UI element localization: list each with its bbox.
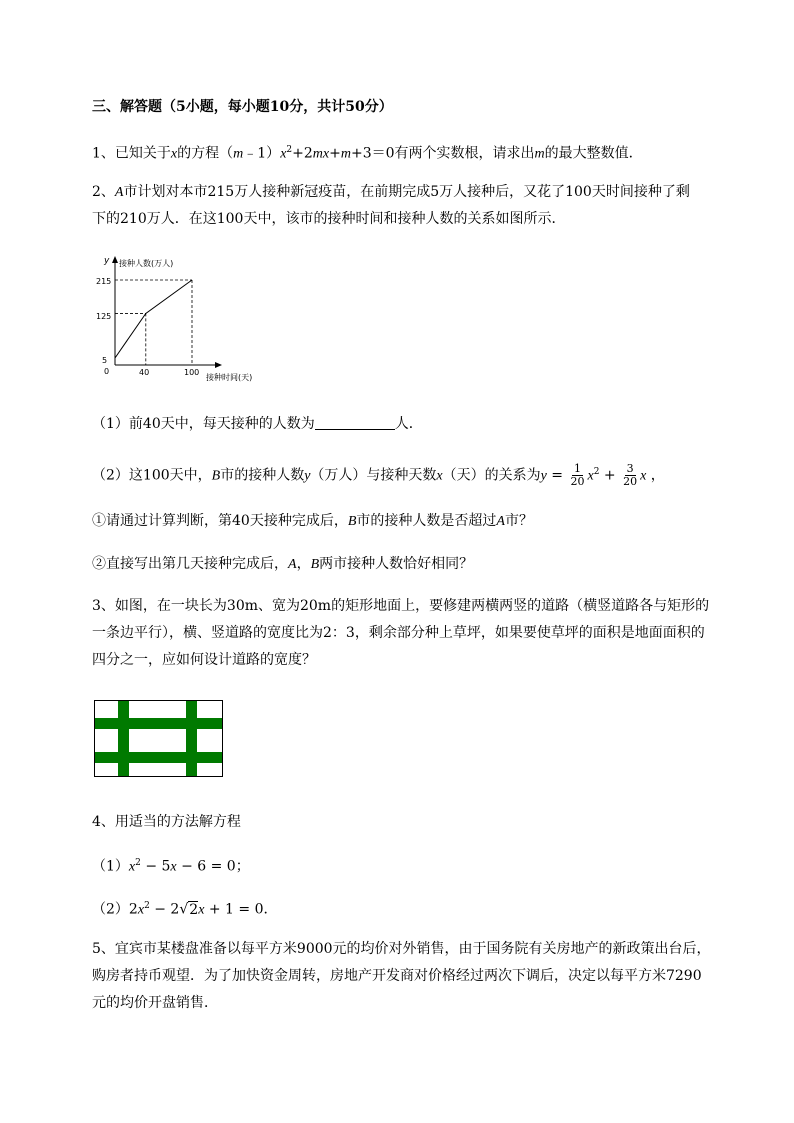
dashed-guides: [115, 280, 192, 365]
formula-plus: +: [599, 467, 621, 484]
q4-sub-2-coef: 2: [128, 901, 138, 918]
fraction-1-20: [569, 463, 587, 488]
formula-exponent: 2: [593, 467, 600, 477]
q4-title: 4、用适当的方法解方程: [92, 814, 241, 830]
y-var-label: y: [104, 256, 110, 266]
ground-rectangle: [95, 701, 223, 777]
data-line: [115, 280, 192, 358]
q1-text-5: +: [329, 145, 341, 162]
q2-city-b: B: [310, 557, 320, 572]
fraction-denominator: 20: [570, 475, 585, 489]
q2-sub-1-suffix: 人．: [394, 416, 423, 432]
q2-item-1-text-2: 市的接种人数是否超过: [356, 513, 497, 529]
q1-text-6: +3＝0有两个实数根，请求出: [350, 145, 535, 162]
sqrt-sign: √: [179, 901, 189, 918]
q2-sub-2-text-1: 市的接种人数: [220, 467, 305, 484]
q2-sub-2-prefix: （2）这100天中，: [92, 467, 212, 484]
q1-text-1: 已知关于: [114, 145, 171, 162]
q2-item-2-separator: ，: [296, 556, 311, 572]
fraction-3-20: [621, 463, 639, 488]
q1-var-m: m: [534, 146, 545, 162]
q4-sub-1-term: − 5: [140, 858, 171, 875]
x-tick-40: 40: [139, 368, 150, 377]
q4-exponent: 2: [135, 858, 141, 868]
q2-item-1: [92, 512, 533, 531]
q2-line-2: 下的210万人．在这100天中，该市的接种时间和接种人数的关系如图所示．: [92, 211, 566, 227]
q3-line-1: 3、如图，在一块长为30m、宽为20m的矩形地面上，要修建两横两竖的道路（横竖道路各与矩形的: [92, 598, 710, 614]
q2-sub-2-text-3: （天）的关系为: [442, 467, 541, 484]
formula-equals: =: [546, 467, 568, 484]
q4-sub-2: [92, 897, 277, 920]
q2-line-1: [92, 183, 690, 202]
road-diagram: [94, 700, 224, 778]
vertical-road-2: [186, 701, 197, 777]
q5-line-2: 购房者持币观望．为了加快资金周转，房地产开发商对价格经过两次下调后，决定以每平方米7290: [92, 968, 702, 984]
y-tick-125: 125: [96, 312, 112, 321]
q3-line-2: 一条边平行），横、竖道路的宽度比为2：3，剩余部分种上草坪，如果要使草坪的面积是地面面积的: [92, 625, 705, 641]
q4-sub-1: [92, 854, 250, 877]
q4-var-x: x: [137, 902, 145, 918]
q2-line-1-text: 市计划对本市215万人接种新冠疫苗，在前期完成5万人接种后，又花了100天时间接种了剩: [123, 184, 690, 200]
y-tick-215: 215: [96, 277, 112, 286]
q5-line-3: 元的均价开盘销售．: [92, 995, 218, 1011]
q2-item-2-text-2: 两市接种人数恰好相同？: [319, 556, 474, 572]
q1-text-7: 的最大整数值．: [544, 145, 643, 162]
q4-sub-2-end: + 1 = 0．: [204, 901, 278, 918]
q4-sub-2-label: （2）: [92, 901, 129, 918]
q2-city-a: A: [114, 185, 124, 200]
q4-var-x: x: [198, 902, 205, 918]
formula-end: ，: [646, 467, 665, 484]
q1-number: 1、: [92, 145, 115, 162]
q1-var-m: m: [233, 146, 244, 162]
q2-city-a: A: [288, 557, 297, 572]
q4-exponent: 2: [144, 901, 150, 911]
q4-sub-2-term: − 2: [149, 901, 180, 918]
q4-var-x: x: [128, 859, 136, 875]
formula-y: y: [540, 468, 547, 484]
q5-line-1: 5、宜宾市某楼盘准备以每平方米9000元的均价对外销售，由于国务院有关房地产的新政策出台后，: [92, 941, 711, 957]
fraction-numerator: 1: [574, 462, 581, 476]
q2-sub-1-prefix: （1）前40天中，每天接种的人数为: [92, 416, 315, 432]
q4-var-x: x: [170, 859, 177, 875]
q1-text-4: +2: [292, 145, 313, 162]
horizontal-road-2: [95, 752, 223, 763]
q2-city-b: B: [347, 514, 357, 529]
x-axis-label: 接种时间(天): [206, 373, 253, 382]
q2-sub-2: [92, 463, 665, 488]
formula-x-squared: x: [587, 468, 594, 484]
sqrt-radicand: 2: [189, 901, 199, 918]
y-axis-label: 接种人数(万人): [119, 259, 174, 268]
q2-sub-1: [92, 415, 423, 433]
question-1: [92, 141, 643, 164]
q4-sub-1-label: （1）: [92, 858, 129, 875]
q1-var-m: m: [312, 146, 323, 162]
q1-text-3: ﹣1）: [243, 145, 281, 162]
q2-sub-2-text-2: （万人）与接种天数: [310, 467, 437, 484]
q2-item-2: [92, 555, 473, 574]
y-axis-arrow: [112, 256, 118, 263]
origin-label: 0: [104, 367, 110, 376]
q1-text-2: 的方程（: [177, 145, 234, 162]
q1-var-x: x: [170, 146, 178, 162]
q2-number: 2、: [92, 184, 115, 200]
q2-item-1-text-1: ①请通过计算判断，第40天接种完成后，: [92, 513, 348, 529]
vaccination-graph: [92, 250, 272, 390]
vertical-road-1: [118, 701, 129, 777]
q2-item-1-text-3: 市？: [504, 513, 533, 529]
q2-item-2-text-1: ②直接写出第几天接种完成后，: [92, 556, 288, 572]
y-tick-5: 5: [102, 356, 108, 365]
q2-var-y: y: [304, 468, 311, 484]
q2-city-b: B: [211, 468, 221, 484]
q1-exponent: 2: [286, 145, 293, 155]
fraction-numerator: 3: [626, 462, 634, 476]
answer-blank: [315, 415, 395, 430]
q3-line-3: 四分之一，应如何设计道路的宽度？: [92, 652, 316, 668]
q2-var-x: x: [436, 468, 443, 484]
q1-var-m: m: [340, 146, 351, 162]
x-axis-arrow: [215, 362, 222, 368]
q1-var-x-squared: x: [280, 146, 287, 162]
x-tick-100: 100: [184, 368, 200, 377]
q4-sub-1-end: − 6 = 0；: [176, 858, 250, 875]
horizontal-road-1: [95, 718, 223, 729]
formula-x: x: [640, 468, 647, 484]
q2-city-a: A: [496, 514, 505, 529]
fraction-denominator: 20: [623, 475, 638, 489]
q1-var-x: x: [322, 146, 330, 162]
section-title: 三、解答题（5小题，每小题10分，共计50分）: [92, 99, 393, 115]
